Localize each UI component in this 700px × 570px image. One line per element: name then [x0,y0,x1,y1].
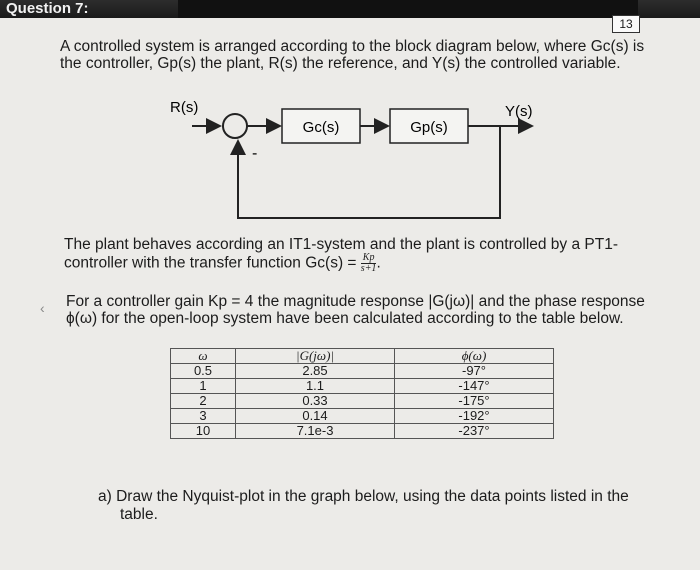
table-row [171,364,554,379]
magnitude-cell: 2.85 [236,364,395,379]
intro-line-2: the controller, Gp(s) the plant, R(s) the reference, and Y(s) the controlled variable. [60,55,621,72]
transfer-function-fraction [361,253,377,274]
summing-junction [223,114,247,138]
reference-label: R(s) [170,99,199,116]
header-omega: ω [171,349,236,364]
omega-cell: 2 [171,394,236,409]
phase-cell: -192° [395,409,554,424]
table-header-row [171,349,554,364]
magnitude-cell: 0.14 [236,409,395,424]
omega-cell: 0.5 [171,364,236,379]
controller-label: Gc(s) [302,119,340,136]
task-line-2: table. [120,506,158,523]
output-label: Y(s) [505,103,533,120]
plant-line-1: The plant behaves according an IT1-system and the plant is controlled by a PT1- [64,236,618,253]
block-diagram [160,96,560,226]
phase-cell: -237° [395,424,554,439]
fraction-denominator: s+1 [360,263,377,274]
gain-line-1: For a controller gain Kp = 4 the magnitude response |G(jω)| and the phase response [66,293,645,310]
task-line-1: a) Draw the Nyquist-plot in the graph below, using the data points listed in the [98,488,629,505]
table-row [171,394,554,409]
frequency-response-table [170,348,554,439]
table-row [171,424,554,439]
plant-label: Gp(s) [410,119,448,136]
plant-line-2-end: . [376,254,381,272]
question-title: Question 7: [6,0,89,17]
phase-cell: -97° [395,364,554,379]
title-bar-strip [178,0,638,18]
omega-cell: 10 [171,424,236,439]
intro-line-1: A controlled system is arranged according to the block diagram below, where Gc(s) is [60,38,645,55]
margin-mark: ‹ [40,300,45,316]
table-row [171,379,554,394]
plant-line-2 [64,253,381,274]
table-row [171,409,554,424]
question-title-bar [0,0,700,18]
feedback-sign: - [252,145,258,162]
omega-cell: 3 [171,409,236,424]
phase-cell: -175° [395,394,554,409]
header-phase: ϕ(ω) [395,349,554,364]
fraction-numerator: Kp [362,252,375,263]
magnitude-cell: 7.1e-3 [236,424,395,439]
gain-line-2: ϕ(ω) for the open-loop system have been calculated according to the table below. [66,310,624,327]
magnitude-cell: 1.1 [236,379,395,394]
magnitude-cell: 0.33 [236,394,395,409]
phase-cell: -147° [395,379,554,394]
page-number: 13 [612,15,640,33]
header-magnitude: |G(jω)| [236,349,395,364]
plant-line-2-text: controller with the transfer function Gc(s) = [64,254,361,272]
omega-cell: 1 [171,379,236,394]
